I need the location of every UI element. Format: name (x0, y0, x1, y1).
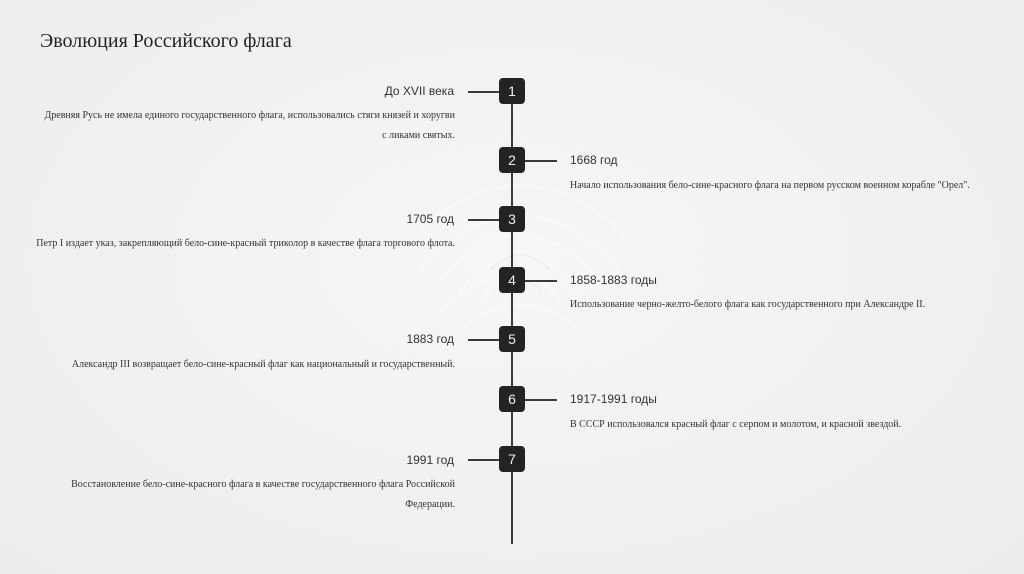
event-6-description: В СССР использовался красный флаг с серпом и молотом, и красной звездой. (570, 419, 902, 430)
event-1-description: Древняя Русь не имела единого государственного флага, использовались стяги князей и хоругви с ликами святых. (44, 110, 455, 141)
event-3-year: 1705 год (406, 212, 454, 226)
event-6-year: 1917-1991 годы (570, 392, 657, 406)
slide-title: Эволюция Российского флага (40, 30, 292, 52)
timeline-node-6: 6 (499, 386, 525, 412)
connector-7 (468, 459, 500, 461)
timeline-node-7: 7 (499, 446, 525, 472)
event-4-description: Использование черно-желто-белого флага как государственного при Александре II. (570, 299, 926, 310)
event-2-description: Начало использования бело-сине-красного флага на первом русском военном корабле "Орел". (570, 180, 970, 191)
event-4-year: 1858-1883 годы (570, 273, 657, 287)
event-7-description: Восстановление бело-сине-красного флага в качестве государственного флага Российской Федерации. (71, 479, 455, 510)
event-1-year: До XVII века (384, 84, 454, 98)
event-2-year: 1668 год (570, 153, 618, 167)
connector-6 (525, 399, 557, 401)
connector-4 (525, 280, 557, 282)
connector-3 (468, 219, 500, 221)
connector-1 (468, 91, 500, 93)
event-5-year: 1883 год (406, 332, 454, 346)
connector-5 (468, 339, 500, 341)
connector-2 (525, 160, 557, 162)
timeline-node-2: 2 (499, 147, 525, 173)
timeline-node-3: 3 (499, 206, 525, 232)
timeline-node-4: 4 (499, 267, 525, 293)
event-5-description: Александр III возвращает бело-сине-красный флаг как национальный и государственный. (71, 359, 455, 370)
timeline-node-5: 5 (499, 326, 525, 352)
timeline-node-1: 1 (499, 78, 525, 104)
event-3-description: Петр I издает указ, закрепляющий бело-сине-красный триколор в качестве флага торгового флота. (36, 238, 455, 249)
event-7-year: 1991 год (406, 453, 454, 467)
